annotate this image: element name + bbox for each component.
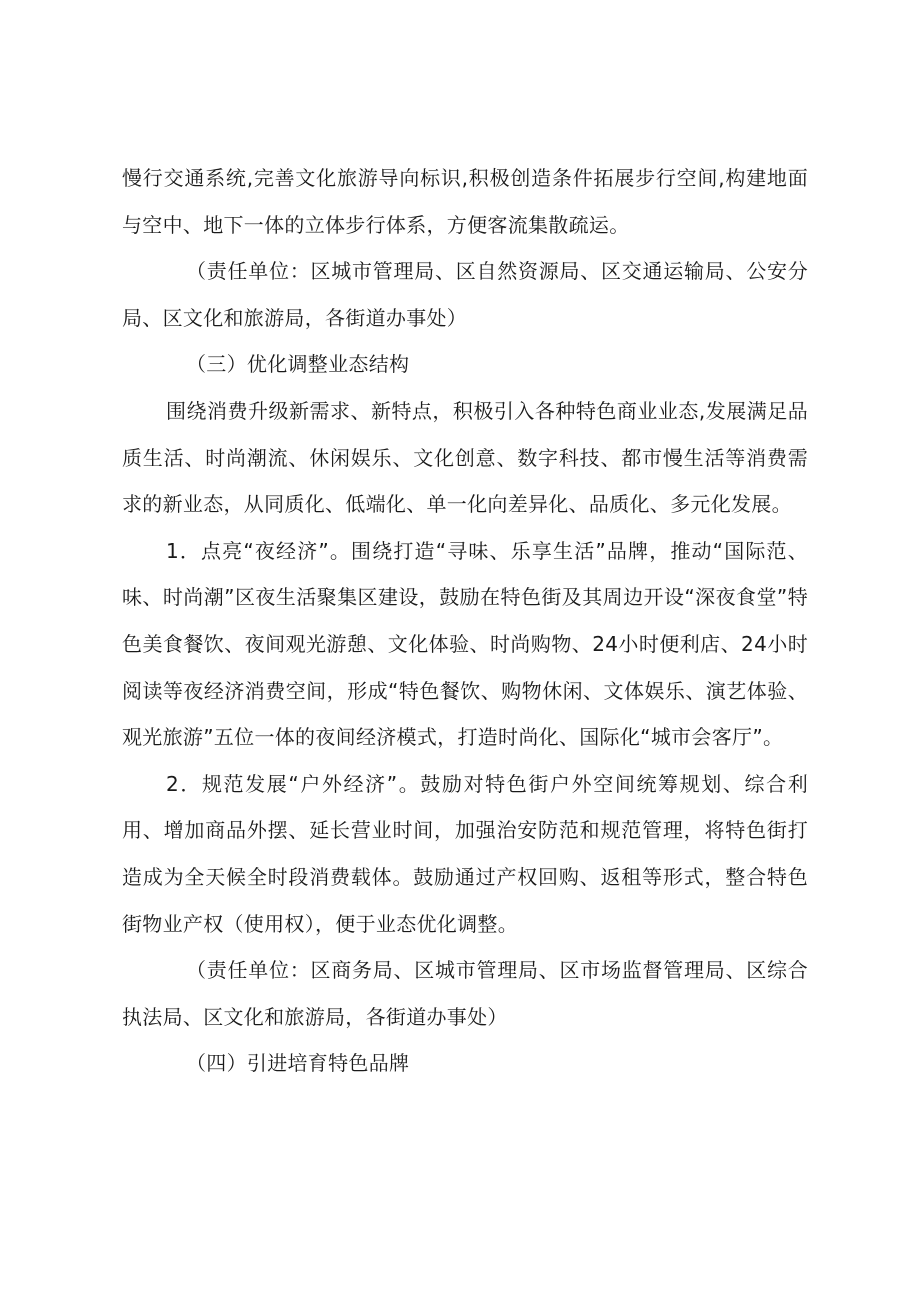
- responsibility-note: （责任单位：区商务局、区城市管理局、区市场监督管理局、区综合执法局、区文化和旅游局，各街道办事处）: [122, 958, 808, 1029]
- section-heading: （三）优化调整业态结构: [186, 352, 410, 377]
- section-heading: （四）引进培育特色品牌: [186, 1051, 410, 1076]
- paragraph-continuation: 慢行交通系统,完善文化旅游导向标识,积极创造条件拓展步行空间,构建地面与空中、地下一体的立体步行体系，方便客流集散疏运。: [122, 166, 808, 237]
- paragraph: 围绕消费升级新需求、新特点，积极引入各种特色商业业态,发展满足品质生活、时尚潮流、休闲娱乐、文化创意、数字科技、都市慢生活等消费需求的新业态，从同质化、低端化、单一化向差异化、品质化、多元化发展。: [122, 398, 808, 517]
- document-body: [122, 155, 808, 1087]
- numbered-item: 1．点亮“夜经济”。围绕打造“寻味、乐享生活”品牌，推动“国际范、味、时尚潮”区夜生活聚集区建设，鼓励在特色街及其周边开设“深夜食堂”特色美食餐饮、夜间观光游憩、文化体验、时尚购物、24小时便利店、24小时阅读等夜经济消费空间，形成“特色餐饮、购物休闲、文体娱乐、演艺体验、观光旅游”五位一体的夜间经济模式，打造时尚化、国际化“城市会客厅”。: [122, 538, 808, 750]
- numbered-item: 2．规范发展“户外经济”。鼓励对特色街户外空间统筹规划、综合利用、增加商品外摆、延长营业时间，加强治安防范和规范管理，将特色街打造成为全天候全时段消费载体。鼓励通过产权回购、返租等形式，整合特色街物业产权（使用权），便于业态优化调整。: [122, 771, 808, 936]
- responsibility-note: （责任单位：区城市管理局、区自然资源局、区交通运输局、公安分局、区文化和旅游局，各街道办事处）: [122, 259, 808, 330]
